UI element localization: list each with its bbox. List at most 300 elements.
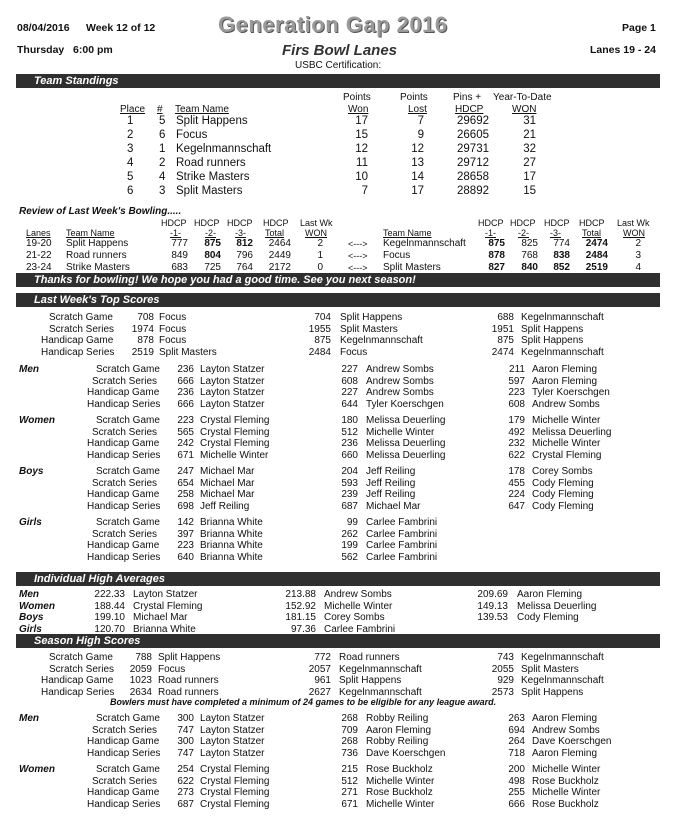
score-second-value: 227 [341, 387, 358, 398]
hdcp-head: HDCP [263, 218, 289, 228]
standing-points-won: 7 [361, 185, 368, 197]
last-week-head: Last Wk [617, 218, 650, 228]
score-second-name: Rose Buckholz [366, 764, 433, 775]
score-first-name: Crystal Fleming [200, 798, 270, 810]
standing-points-lost: 7 [417, 115, 424, 127]
vs-arrow: <---> [348, 251, 368, 261]
score-second-value: 772 [314, 652, 331, 663]
score-third-name: Michelle Winter [532, 438, 601, 449]
score-third-value: 647 [508, 500, 525, 512]
score-first-value: 300 [177, 713, 194, 724]
score-second-name: Carlee Fambrini [366, 540, 438, 551]
standing-team-number: 1 [159, 143, 166, 155]
score-first-value: 747 [177, 747, 194, 759]
review-opp-won: 2 [635, 238, 641, 249]
average-group-label: Girls [19, 623, 42, 635]
score-second-value: 180 [341, 415, 358, 426]
score-second-value: 215 [341, 764, 358, 775]
score-category: Scratch Game [96, 764, 160, 775]
average-second-value: 181.15 [285, 612, 316, 623]
score-first-value: 698 [177, 500, 194, 512]
review-team: Strike Masters [66, 262, 130, 273]
standing-place: 4 [127, 157, 134, 169]
standing-team-name: Split Masters [176, 185, 243, 197]
standing-pins: 28892 [457, 185, 489, 197]
group-label: Women [19, 764, 55, 775]
review-game1: 849 [171, 250, 188, 261]
review-game1: 777 [171, 238, 188, 249]
score-category: Handicap Series [87, 747, 161, 759]
score-third-name: Aaron Fleming [532, 747, 598, 759]
place-head: Place [120, 104, 146, 115]
score-second-name: Michelle Winter [366, 798, 435, 810]
standing-team-number: 4 [159, 171, 166, 183]
score-third-name: Corey Sombs [532, 466, 593, 477]
score-second-value: 262 [341, 528, 358, 540]
average-second-name: Corey Sombs [324, 612, 385, 623]
score-category: Scratch Game [49, 652, 113, 663]
score-second-value: 271 [341, 787, 358, 798]
score-first-name: Layton Statzer [200, 364, 265, 375]
review-opponent-team: Split Masters [383, 262, 441, 273]
score-first-name: Brianna White [200, 528, 263, 540]
group-label: Men [19, 364, 39, 375]
standing-ytd-won: 21 [523, 129, 536, 141]
score-first-name: Focus [158, 663, 186, 675]
standing-points-won: 11 [356, 157, 368, 169]
average-first-value: 120.70 [94, 623, 125, 635]
score-category: Handicap Series [41, 346, 115, 358]
average-first-name: Crystal Fleming [133, 600, 203, 612]
score-third-value: 743 [497, 652, 514, 663]
score-third-value: 179 [508, 415, 525, 426]
score-first-name: Michael Mar [200, 489, 255, 500]
standing-place: 6 [127, 185, 134, 197]
group-label: Girls [19, 517, 42, 528]
game2-head: -2- [205, 228, 216, 238]
score-second-name: Melissa Deuerling [366, 415, 446, 426]
season-bar: Season High Scores [16, 634, 660, 648]
average-first-name: Layton Statzer [133, 589, 198, 600]
standing-points-lost: 12 [411, 143, 424, 155]
score-first-name: Layton Statzer [200, 387, 265, 398]
score-category: Scratch Series [92, 528, 158, 540]
standing-pins: 29692 [457, 115, 489, 127]
score-category: Scratch Series [92, 724, 158, 736]
score-third-value: 2055 [491, 663, 514, 675]
score-third-value: 2474 [491, 346, 514, 358]
score-first-value: 236 [177, 364, 194, 375]
hdcp-head: HDCP [544, 218, 570, 228]
score-category: Scratch Series [92, 375, 158, 387]
score-second-name: Robby Reiling [366, 736, 429, 747]
score-category: Handicap Game [87, 438, 160, 449]
score-first-value: 223 [177, 415, 194, 426]
review-game1: 683 [171, 262, 188, 273]
hdcp-head: HDCP [161, 218, 187, 228]
score-category: Handicap Game [41, 675, 114, 686]
score-second-value: 2627 [308, 686, 331, 698]
standing-points-lost: 14 [411, 171, 424, 183]
last-week-head: Last Wk [300, 218, 333, 228]
score-first-value: 2634 [129, 686, 152, 698]
standing-ytd-won: 15 [523, 185, 536, 197]
score-first-name: Layton Statzer [200, 375, 265, 387]
score-second-value: 671 [341, 798, 358, 810]
average-group-label: Boys [19, 612, 44, 623]
score-first-value: 397 [177, 528, 194, 540]
score-second-value: 961 [314, 675, 331, 686]
score-second-name: Road runners [339, 652, 400, 663]
average-third-name: Aaron Fleming [517, 589, 583, 600]
review-game2: 875 [204, 238, 221, 249]
score-second-value: 2057 [308, 663, 331, 675]
score-third-name: Aaron Fleming [532, 375, 598, 387]
vs-arrow: <---> [348, 263, 368, 273]
review-opp-won: 4 [635, 262, 641, 273]
score-third-value: 223 [508, 387, 525, 398]
team-standings-bar: Team Standings [16, 74, 660, 88]
score-first-value: 2059 [129, 663, 152, 675]
score-first-name: Road runners [158, 675, 219, 686]
average-group-label: Men [19, 589, 39, 600]
score-first-value: 878 [137, 335, 154, 346]
score-first-value: 258 [177, 489, 194, 500]
score-second-name: Dave Koerschgen [366, 747, 446, 759]
score-first-name: Road runners [158, 686, 219, 698]
standing-points-won: 17 [355, 115, 368, 127]
score-third-value: 688 [497, 312, 514, 323]
score-category: Scratch Series [92, 477, 158, 489]
standing-ytd-won: 32 [523, 143, 536, 155]
score-third-value: 1951 [491, 323, 514, 335]
game3-head: -3- [235, 228, 246, 238]
score-second-value: 204 [341, 466, 358, 477]
score-third-name: Split Happens [521, 686, 584, 698]
standing-points-won: 10 [355, 171, 368, 183]
score-first-value: 2519 [131, 346, 154, 358]
review-opp-game1: 827 [488, 262, 505, 273]
score-third-value: 224 [508, 489, 525, 500]
average-second-name: Carlee Fambrini [324, 623, 396, 635]
score-third-name: Cody Fleming [532, 500, 594, 512]
score-third-value: 255 [508, 787, 525, 798]
average-first-name: Michael Mar [133, 612, 188, 623]
standing-place: 1 [127, 115, 134, 127]
score-first-name: Crystal Fleming [200, 438, 270, 449]
group-label: Men [19, 713, 39, 724]
score-second-value: 268 [341, 713, 358, 724]
average-third-name: Melissa Deuerling [517, 600, 597, 612]
score-category: Handicap Game [41, 335, 114, 346]
score-second-value: 512 [341, 775, 358, 787]
review-game2: 804 [204, 250, 221, 261]
review-opp-total: 2484 [585, 250, 608, 261]
score-second-value: 608 [341, 375, 358, 387]
average-second-value: 213.88 [285, 589, 316, 600]
game1-head: -1- [485, 228, 496, 238]
score-first-value: 788 [135, 652, 152, 663]
score-third-name: Michelle Winter [532, 787, 601, 798]
score-first-value: 254 [177, 764, 194, 775]
score-second-value: 268 [341, 736, 358, 747]
score-third-name: Split Happens [521, 323, 584, 335]
score-third-name: Rose Buckholz [532, 775, 599, 787]
score-third-name: Andrew Sombs [532, 398, 600, 410]
points-lost-head-1: Points [400, 92, 428, 103]
standing-points-won: 12 [355, 143, 368, 155]
score-first-value: 242 [177, 438, 194, 449]
standing-team-name: Split Happens [176, 115, 248, 127]
review-opp-total: 2474 [585, 238, 608, 249]
score-first-value: 666 [177, 398, 194, 410]
standing-ytd-won: 27 [523, 157, 536, 169]
score-first-name: Crystal Fleming [200, 787, 270, 798]
score-second-name: Jeff Reiling [366, 466, 416, 477]
standing-team-name: Road runners [176, 157, 246, 169]
score-third-value: 875 [497, 335, 514, 346]
average-first-name: Brianna White [133, 623, 196, 635]
score-first-name: Split Happens [158, 652, 221, 663]
game1-head: -1- [170, 228, 181, 238]
review-game3: 764 [236, 262, 253, 273]
score-second-value: 875 [314, 335, 331, 346]
score-third-value: 455 [508, 477, 525, 489]
score-third-name: Kegelnmannschaft [521, 312, 604, 323]
score-first-value: 300 [177, 736, 194, 747]
score-second-name: Aaron Fleming [366, 724, 432, 736]
score-third-name: Cody Fleming [532, 489, 594, 500]
standing-pins: 29712 [457, 157, 489, 169]
average-first-value: 199.10 [94, 612, 125, 623]
standing-pins: 28658 [457, 171, 489, 183]
review-opp-game3: 774 [553, 238, 570, 249]
score-category: Handicap Series [87, 551, 161, 563]
vs-arrow: <---> [348, 239, 368, 249]
usbc-cert: USBC Certification: [295, 60, 382, 71]
won-head: WON [623, 228, 645, 238]
score-first-value: 687 [177, 798, 194, 810]
review-opp-game2: 840 [521, 262, 538, 273]
score-second-value: 709 [341, 724, 358, 736]
score-second-name: Carlee Fambrini [366, 517, 438, 528]
day-time: Thursday 6:00 pm [17, 44, 113, 56]
eligibility-note: Bowlers must have completed a minimum of 24 games to be eligible for any league award. [110, 697, 497, 707]
review-lanes: 23-24 [26, 262, 52, 273]
score-category: Scratch Game [96, 364, 160, 375]
score-second-name: Andrew Sombs [366, 387, 434, 398]
group-label: Boys [19, 466, 44, 477]
thanks-bar: Thanks for bowling! We hope you had a good time. See you next season! [16, 273, 660, 287]
points-won-head-1: Points [343, 92, 371, 103]
ytd-head-1: Year-To-Date [493, 92, 552, 103]
score-third-name: Split Masters [521, 663, 579, 675]
score-second-name: Focus [340, 346, 368, 358]
score-second-name: Michael Mar [366, 500, 421, 512]
review-team: Split Happens [66, 238, 129, 249]
hdcp-head: HDCP [579, 218, 605, 228]
score-first-name: Layton Statzer [200, 713, 265, 724]
average-second-name: Michelle Winter [324, 600, 393, 612]
score-first-value: 273 [177, 787, 194, 798]
score-third-name: Kegelnmannschaft [521, 346, 604, 358]
score-second-value: 644 [341, 398, 358, 410]
score-third-value: 211 [509, 364, 525, 375]
score-first-name: Crystal Fleming [200, 764, 270, 775]
score-third-name: Aaron Fleming [532, 364, 598, 375]
score-third-name: Kegelnmannschaft [521, 675, 604, 686]
standing-team-number: 2 [159, 157, 166, 169]
average-second-value: 152.92 [285, 600, 316, 612]
review-total: 2464 [268, 238, 291, 249]
score-second-value: 704 [314, 312, 331, 323]
team-name-head: Team Name [383, 228, 432, 238]
average-third-value: 139.53 [477, 612, 508, 623]
score-third-name: Melissa Deuerling [532, 426, 612, 438]
score-second-name: Michelle Winter [366, 426, 435, 438]
score-first-name: Crystal Fleming [200, 775, 270, 787]
score-second-name: Kegelnmannschaft [339, 686, 422, 698]
score-first-name: Focus [159, 323, 187, 335]
score-second-name: Carlee Fambrini [366, 551, 438, 563]
standing-points-won: 15 [355, 129, 368, 141]
num-head: # [157, 104, 163, 115]
score-third-value: 2573 [491, 686, 514, 698]
review-game3: 796 [236, 250, 253, 261]
score-first-value: 142 [177, 517, 194, 528]
average-third-value: 209.69 [477, 589, 508, 600]
score-first-value: 640 [177, 551, 194, 563]
game2-head: -2- [518, 228, 529, 238]
page-number: Page 1 [622, 22, 656, 34]
score-first-value: 223 [177, 540, 194, 551]
score-second-value: 512 [341, 426, 358, 438]
score-first-name: Split Masters [159, 346, 217, 358]
score-second-name: Split Masters [340, 323, 398, 335]
score-category: Scratch Series [92, 426, 158, 438]
score-second-value: 562 [341, 551, 358, 563]
review-lanes: 19-20 [26, 238, 52, 249]
score-second-value: 227 [341, 364, 358, 375]
average-second-value: 97.36 [290, 623, 316, 635]
score-second-name: Melissa Deuerling [366, 438, 446, 449]
score-second-name: Melissa Deuerling [366, 449, 446, 461]
score-first-value: 666 [177, 375, 194, 387]
review-opp-game3: 852 [553, 262, 570, 273]
score-first-value: 236 [177, 387, 194, 398]
bowling-center: Firs Bowl Lanes [282, 42, 398, 59]
standing-points-lost: 13 [411, 157, 424, 169]
score-category: Handicap Series [87, 398, 161, 410]
hdcp-head: HDCP [510, 218, 536, 228]
score-category: Scratch Game [49, 312, 113, 323]
standing-team-number: 3 [159, 185, 166, 197]
pins-head-2: HDCP [455, 104, 484, 115]
review-opp-game1: 875 [488, 238, 505, 249]
score-third-value: 929 [497, 675, 514, 686]
review-opponent-team: Focus [383, 250, 411, 261]
score-second-value: 239 [341, 489, 358, 500]
review-total: 2172 [268, 262, 291, 273]
score-third-name: Kegelnmannschaft [521, 652, 604, 663]
league-title: Generation Gap 2016 [218, 12, 448, 37]
score-second-value: 199 [341, 540, 358, 551]
score-first-value: 747 [177, 724, 194, 736]
score-second-value: 2484 [308, 346, 331, 358]
average-first-value: 188.44 [94, 600, 125, 612]
report-date: 08/04/2016 [17, 22, 70, 34]
score-first-name: Michelle Winter [200, 449, 269, 461]
score-second-name: Jeff Reiling [366, 489, 416, 500]
score-category: Scratch Series [49, 663, 115, 675]
score-first-value: 654 [177, 477, 194, 489]
score-first-name: Focus [159, 335, 187, 346]
score-category: Handicap Game [87, 736, 160, 747]
score-second-name: Tyler Koerschgen [366, 398, 444, 410]
score-category: Handicap Game [87, 540, 160, 551]
total-head: Total [582, 228, 602, 238]
ytd-head-2: WON [512, 104, 537, 115]
standing-pins: 26605 [457, 129, 489, 141]
score-category: Handicap Series [87, 798, 161, 810]
standing-team-name: Focus [176, 129, 208, 141]
score-third-name: Andrew Sombs [532, 724, 600, 736]
score-first-name: Layton Statzer [200, 736, 265, 747]
score-first-value: 708 [137, 312, 154, 323]
score-third-name: Aaron Fleming [532, 713, 598, 724]
pins-head-1: Pins + [453, 92, 482, 103]
last-week-bar: Last Week's Top Scores [16, 293, 660, 307]
score-third-name: Michelle Winter [532, 764, 601, 775]
score-first-name: Layton Statzer [200, 747, 265, 759]
lanes-head: Lanes [26, 228, 51, 238]
score-second-value: 236 [341, 438, 358, 449]
standing-place: 5 [127, 171, 134, 183]
review-total: 2449 [268, 250, 291, 261]
standing-pins: 29731 [457, 143, 489, 155]
score-second-name: Kegelnmannschaft [339, 663, 422, 675]
review-opp-total: 2519 [585, 262, 608, 273]
score-category: Handicap Game [87, 489, 160, 500]
review-game3: 812 [236, 238, 253, 249]
score-third-value: 694 [508, 724, 525, 736]
points-lost-head-2: Lost [408, 104, 427, 115]
review-game2: 725 [204, 262, 221, 273]
score-first-value: 622 [177, 775, 194, 787]
team-name-head: Team Name [66, 228, 115, 238]
score-third-value: 178 [508, 466, 525, 477]
score-category: Scratch Series [92, 775, 158, 787]
score-category: Scratch Game [96, 517, 160, 528]
average-group-label: Women [19, 600, 55, 612]
hdcp-head: HDCP [478, 218, 504, 228]
score-third-value: 666 [508, 798, 525, 810]
score-first-value: 565 [177, 426, 194, 438]
score-second-value: 660 [341, 449, 358, 461]
score-third-value: 608 [508, 398, 525, 410]
averages-bar: Individual High Averages [16, 572, 660, 586]
score-first-value: 1974 [131, 323, 154, 335]
standing-team-name: Strike Masters [176, 171, 250, 183]
score-second-value: 736 [341, 747, 358, 759]
average-third-value: 149.13 [477, 600, 508, 612]
week-label: Week 12 of 12 [86, 22, 156, 34]
score-third-value: 718 [508, 747, 525, 759]
standing-ytd-won: 31 [523, 115, 536, 127]
score-category: Scratch Game [96, 466, 160, 477]
score-third-value: 492 [508, 426, 525, 438]
score-third-name: Dave Koerschgen [532, 736, 612, 747]
